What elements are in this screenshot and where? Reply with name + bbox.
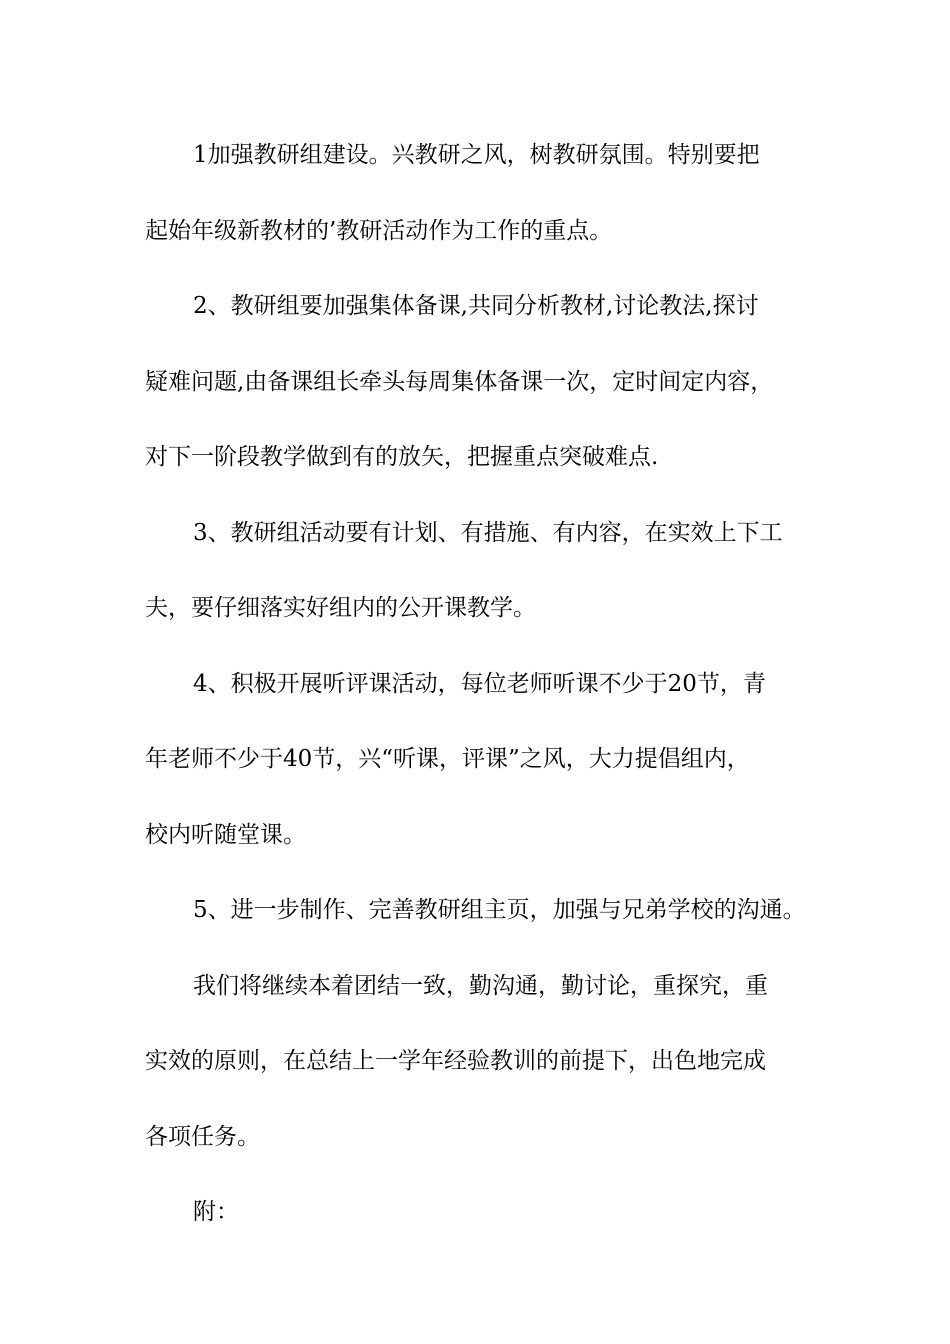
text-line: 年老师不少于40节，兴“听课，评课”之风，大力提倡组内， bbox=[145, 746, 750, 772]
text-line: 附： bbox=[193, 1199, 239, 1225]
text-line: 1加强教研组建设。兴教研之风，树教研氛围。特别要把 bbox=[193, 142, 760, 168]
paragraph-3 bbox=[145, 511, 813, 662]
text-line: 实效的原则，在总结上一学年经验教训的前提下，出色地完成 bbox=[145, 1048, 766, 1074]
text-line: 起始年级新教材的’教研活动作为工作的重点。 bbox=[145, 217, 613, 244]
document-body bbox=[145, 133, 813, 1266]
text-line: 夫，要仔细落实好组内的公开课教学。 bbox=[145, 595, 536, 621]
paragraph-4 bbox=[145, 662, 813, 889]
text-line: 3、教研组活动要有计划、有措施、有内容，在实效上下工 bbox=[193, 519, 783, 546]
text-line: 5、进一步制作、完善教研组主页，加强与兄弟学校的沟通。 bbox=[193, 897, 806, 923]
paragraph-6 bbox=[145, 964, 813, 1191]
text-line: 疑难问题,由备课组长牵头每周集体备课一次，定时间定内容， bbox=[145, 368, 774, 395]
text-line: 对下一阶段教学做到有的放矢，把握重点突破难点. bbox=[145, 444, 659, 470]
paragraph-7 bbox=[145, 1190, 813, 1266]
text-line: 4、积极开展听评课活动，每位老师听课不少于20节，青 bbox=[193, 670, 766, 697]
paragraph-2 bbox=[145, 284, 813, 511]
text-line: 2、教研组要加强集体备课,共同分析教材,讨论教法,探讨 bbox=[193, 293, 759, 319]
text-line: 我们将继续本着团结一致，勤沟通，勤讨论，重探究，重 bbox=[193, 972, 768, 999]
paragraph-1 bbox=[145, 133, 813, 284]
paragraph-5 bbox=[145, 888, 813, 964]
text-line: 校内听随堂课。 bbox=[145, 821, 306, 848]
text-line: 各项任务。 bbox=[145, 1123, 260, 1150]
